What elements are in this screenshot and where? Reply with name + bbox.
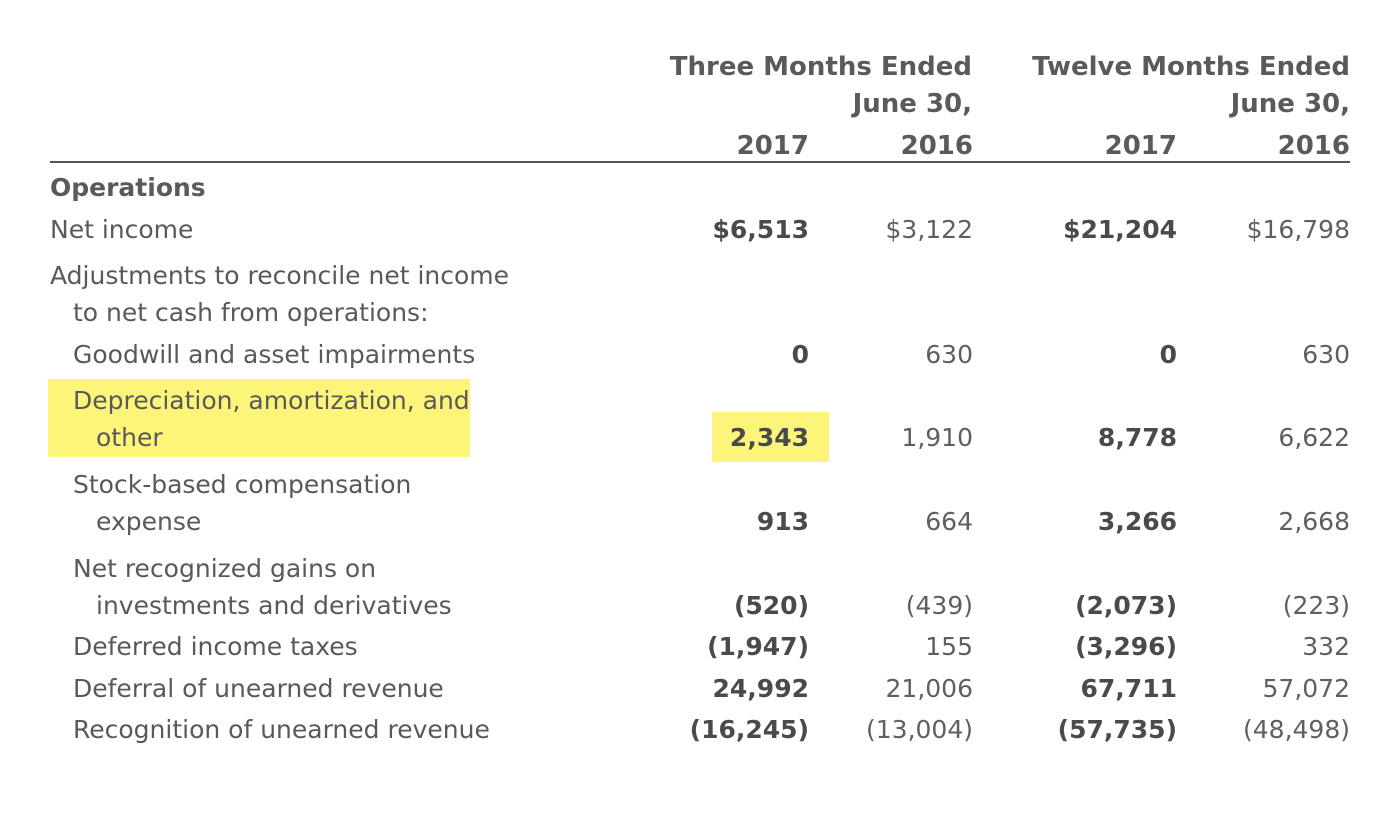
cell-value: 24,992 — [712, 674, 809, 703]
row-label-cont: other — [96, 423, 163, 452]
section-title: Operations — [50, 173, 206, 202]
cell-value: 0 — [791, 340, 809, 369]
header-twelve-months-date: June 30, — [1230, 89, 1350, 119]
row-label: Net recognized gains on — [73, 554, 377, 583]
cell-value: $21,204 — [1063, 215, 1177, 244]
cell-value: (439) — [905, 591, 973, 620]
row-label-cont: expense — [96, 507, 202, 536]
cell-value: $6,513 — [712, 215, 809, 244]
cell-value: (2,073) — [1075, 591, 1177, 620]
cell-value: 6,622 — [1278, 423, 1350, 452]
cell-value: (13,004) — [866, 715, 973, 744]
cell-value: (3,296) — [1075, 632, 1177, 661]
header-twelve-months: Twelve Months Ended — [1032, 52, 1350, 82]
cell-value: 630 — [1302, 340, 1350, 369]
row-label: Depreciation, amortization, and — [73, 386, 470, 415]
cell-value: (520) — [733, 591, 809, 620]
cell-value: 0 — [1159, 340, 1177, 369]
cell-value: 664 — [925, 507, 973, 536]
cell-value: 913 — [756, 507, 809, 536]
cell-value: (16,245) — [689, 715, 809, 744]
cell-value: 332 — [1302, 632, 1350, 661]
cell-value: $3,122 — [885, 215, 973, 244]
header-three-months: Three Months Ended — [669, 52, 972, 82]
row-label-cont: to net cash from operations: — [73, 298, 429, 327]
row-label: Deferred income taxes — [73, 632, 358, 661]
header-divider — [50, 161, 1350, 163]
cell-value: 3,266 — [1097, 507, 1177, 536]
cell-value: 8,778 — [1097, 423, 1177, 452]
cell-value: (48,498) — [1243, 715, 1350, 744]
year-header-12m-2017: 2017 — [1104, 131, 1177, 161]
header-three-months-date: June 30, — [852, 89, 972, 119]
cell-value: $16,798 — [1246, 215, 1350, 244]
row-label: Adjustments to reconcile net income — [50, 261, 510, 290]
cell-value: 1,910 — [901, 423, 973, 452]
row-label: Stock-based compensation — [73, 470, 412, 499]
row-label: Net income — [50, 215, 194, 244]
row-label: Goodwill and asset impairments — [73, 340, 476, 369]
cell-value: (1,947) — [707, 632, 809, 661]
cell-value: (57,735) — [1057, 715, 1177, 744]
cell-value: 630 — [925, 340, 973, 369]
cell-value: 155 — [925, 632, 973, 661]
row-label: Recognition of unearned revenue — [73, 715, 490, 744]
year-header-3m-2016: 2016 — [900, 131, 973, 161]
row-label-cont: investments and derivatives — [96, 591, 452, 620]
cell-value: 57,072 — [1262, 674, 1350, 703]
cell-value: 2,668 — [1278, 507, 1350, 536]
year-header-3m-2017: 2017 — [736, 131, 809, 161]
year-header-12m-2016: 2016 — [1277, 131, 1350, 161]
cell-value-highlighted: 2,343 — [729, 423, 809, 452]
cell-value: 21,006 — [885, 674, 973, 703]
row-label: Deferral of unearned revenue — [73, 674, 444, 703]
cell-value: 67,711 — [1080, 674, 1177, 703]
cell-value: (223) — [1282, 591, 1350, 620]
